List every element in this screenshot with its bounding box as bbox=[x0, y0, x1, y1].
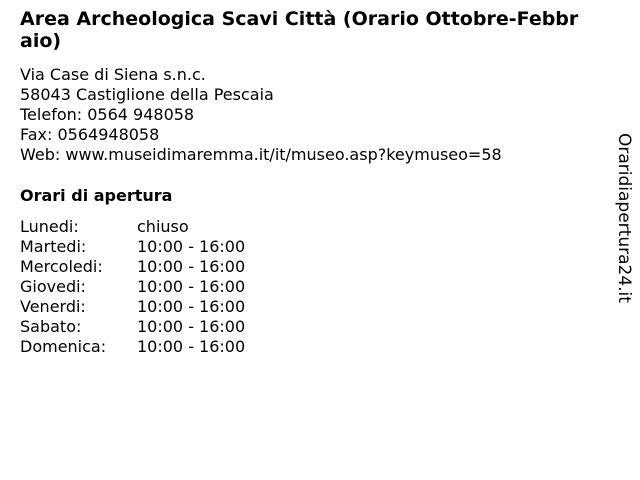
hours-row bbox=[20, 277, 600, 297]
time-value: 10:00 - 16:00 bbox=[137, 277, 246, 296]
hours-row bbox=[20, 257, 600, 277]
page-title: Area Archeologica Scavi Città (Orario Ottobre-Febbraio) bbox=[20, 8, 579, 52]
day-label: Domenica: bbox=[20, 337, 107, 356]
website-link[interactable]: Web: www.museidimaremma.it/it/museo.asp?keymuseo=58 bbox=[20, 145, 502, 164]
address-block bbox=[20, 65, 600, 165]
time-value: 10:00 - 16:00 bbox=[137, 257, 246, 276]
time-value: chiuso bbox=[137, 217, 189, 236]
hours-row bbox=[20, 297, 600, 317]
hours-row bbox=[20, 237, 600, 257]
opening-hours-table bbox=[20, 217, 600, 357]
hours-row bbox=[20, 217, 600, 237]
day-label: Giovedi: bbox=[20, 277, 86, 296]
day-label: Mercoledi: bbox=[20, 257, 103, 276]
hours-heading: Orari di apertura bbox=[20, 186, 173, 205]
day-label: Lunedi: bbox=[20, 217, 79, 236]
hours-row bbox=[20, 317, 600, 337]
phone-number: Telefon: 0564 948058 bbox=[20, 105, 195, 124]
time-value: 10:00 - 16:00 bbox=[137, 237, 246, 256]
site-brand-watermark: Oraridiapertura24.it bbox=[614, 133, 634, 303]
time-value: 10:00 - 16:00 bbox=[137, 297, 246, 316]
listing-page bbox=[20, 8, 600, 357]
fax-number: Fax: 0564948058 bbox=[20, 125, 160, 144]
day-label: Martedi: bbox=[20, 237, 87, 256]
day-label: Sabato: bbox=[20, 317, 82, 336]
hours-row bbox=[20, 337, 600, 357]
street-address: Via Case di Siena s.n.c. bbox=[20, 65, 206, 84]
day-label: Venerdi: bbox=[20, 297, 86, 316]
time-value: 10:00 - 16:00 bbox=[137, 337, 246, 356]
time-value: 10:00 - 16:00 bbox=[137, 317, 246, 336]
city-address: 58043 Castiglione della Pescaia bbox=[20, 85, 274, 104]
